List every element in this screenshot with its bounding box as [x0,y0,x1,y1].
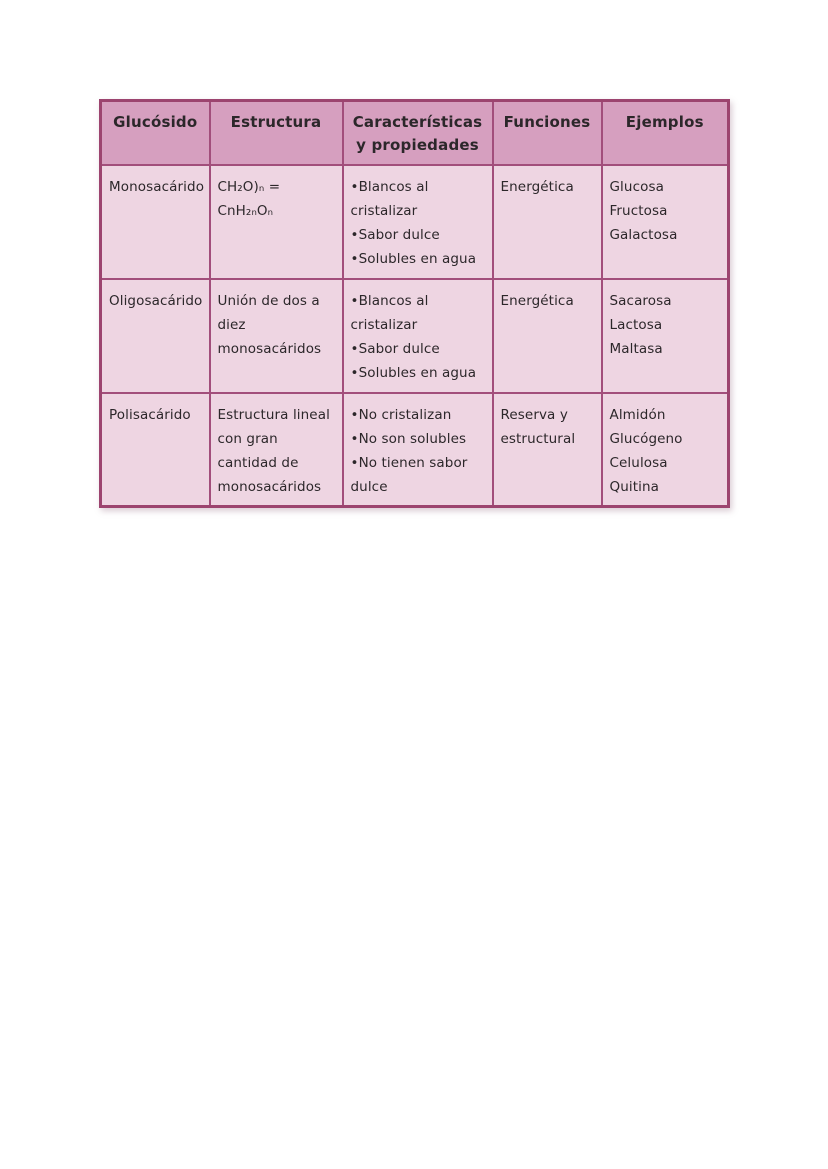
caracteristicas-item: •Blancos al cristalizar [350,178,429,219]
glycoside-table [99,99,730,508]
table-row [101,279,729,393]
glycoside-table-container [99,99,730,508]
column-header-glucosido [101,101,210,165]
caracteristicas-item: •Sabor dulce [350,226,440,243]
cell-estructura [210,279,343,393]
caracteristicas-item: •No son solubles [350,430,467,447]
column-header-label: Funciones [503,113,591,131]
column-header-funciones [493,101,602,165]
caracteristicas-item: •Sabor dulce [350,340,440,357]
ejemplos-item: Quitina [609,478,660,495]
glucosido-text: Polisacárido [109,406,191,423]
ejemplos-item: Fructosa [609,202,668,219]
table-row [101,393,729,507]
ejemplos-item: Sacarosa [609,292,672,309]
cell-funciones [493,393,602,507]
ejemplos-item: Maltasa [609,340,663,357]
cell-caracteristicas [343,165,493,279]
column-header-caracteristicas [343,101,493,165]
table-body [101,165,729,507]
column-header-label: Ejemplos [625,113,704,131]
cell-glucosido [101,279,210,393]
estructura-text: Unión de dos a diez monosacáridos [217,292,322,357]
funciones-text: Energética [500,292,574,309]
cell-caracteristicas [343,279,493,393]
column-header-label: Características y propiedades [352,113,483,154]
ejemplos-item: Glucosa [609,178,664,195]
estructura-text: Estructura lineal con gran cantidad de monosacáridos [217,406,330,495]
cell-glucosido [101,393,210,507]
cell-ejemplos [602,165,729,279]
ejemplos-item: Celulosa [609,454,668,471]
caracteristicas-item: •Solubles en agua [350,250,477,267]
ejemplos-item: Glucógeno [609,430,683,447]
funciones-text: Reserva y estructural [500,406,576,447]
caracteristicas-item: •Solubles en agua [350,364,477,381]
cell-estructura [210,165,343,279]
caracteristicas-item: •Blancos al cristalizar [350,292,429,333]
caracteristicas-item: •No tienen sabor dulce [350,454,468,495]
glucosido-text: Monosacárido [109,178,205,195]
column-header-label: Estructura [230,113,322,131]
cell-caracteristicas [343,393,493,507]
cell-funciones [493,279,602,393]
cell-estructura [210,393,343,507]
column-header-label: Glucósido [113,113,198,131]
column-header-ejemplos [602,101,729,165]
header-row [101,101,729,165]
column-header-estructura [210,101,343,165]
ejemplos-item: Galactosa [609,226,678,243]
ejemplos-item: Almidón [609,406,666,423]
ejemplos-item: Lactosa [609,316,663,333]
glucosido-text: Oligosacárido [109,292,203,309]
cell-funciones [493,165,602,279]
caracteristicas-item: •No cristalizan [350,406,452,423]
funciones-text: Energética [500,178,574,195]
cell-glucosido [101,165,210,279]
cell-ejemplos [602,393,729,507]
cell-ejemplos [602,279,729,393]
table-row [101,165,729,279]
estructura-text: CH₂O)ₙ = CnH₂ₙOₙ [217,178,281,219]
